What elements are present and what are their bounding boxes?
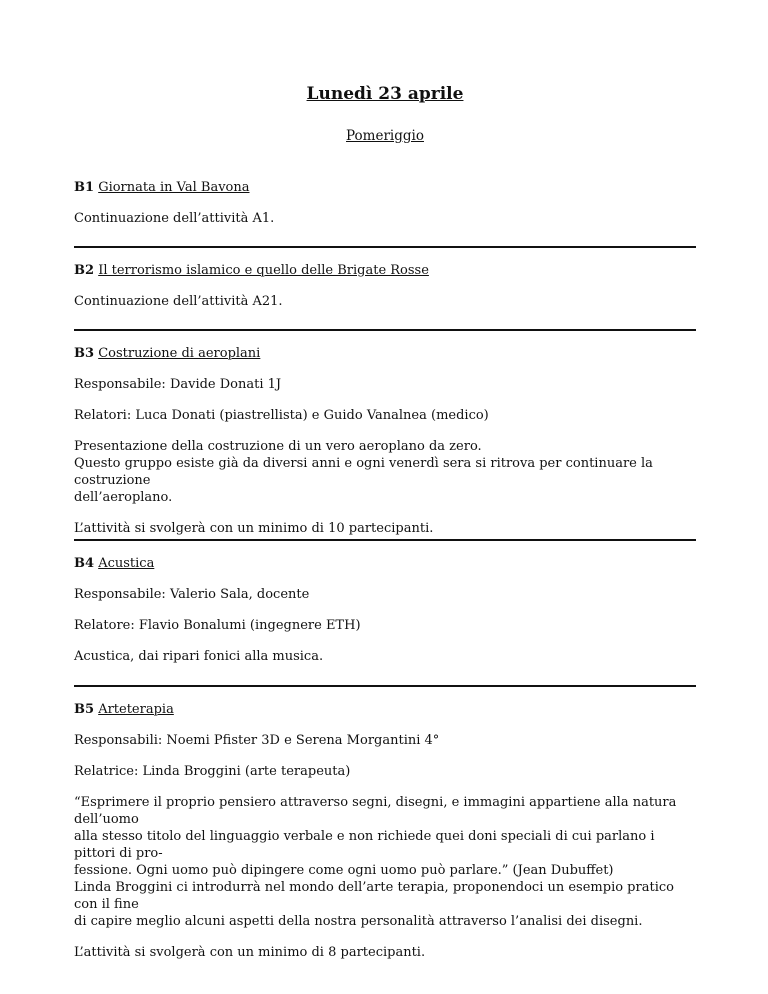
- activity-title: Costruzione di aeroplani: [98, 346, 261, 361]
- activity-b1: [74, 179, 696, 241]
- activity-minimum: L’attività si svolgerà con un minimo di 8 partecipanti.: [74, 945, 426, 960]
- section-divider: [74, 539, 696, 541]
- quote-line: alla stesso titolo del linguaggio verbale e non richiede quei doni speciali di cui parlano i pittori di pro-: [74, 829, 655, 861]
- activity-heading: [74, 179, 696, 196]
- activity-code: B1: [74, 180, 95, 195]
- section-divider: [74, 246, 696, 248]
- activity-heading: [74, 555, 696, 572]
- activity-minimum: L’attività si svolgerà con un minimo di 10 partecipanti.: [74, 521, 434, 536]
- quote-line: “Esprimere il proprio pensiero attraverso segni, disegni, e immagini appartiene alla natura dell’uomo: [74, 795, 677, 827]
- activity-responsabile: Responsabile: Valerio Sala, docente: [74, 587, 310, 602]
- section-divider: [74, 685, 696, 687]
- activity-responsabile: Responsabile: Davide Donati 1J: [74, 377, 282, 392]
- activity-code: B5: [74, 702, 95, 717]
- activity-title: Il terrorismo islamico e quello delle Brigate Rosse: [98, 263, 429, 278]
- activity-b5: [74, 701, 696, 975]
- section-divider: [74, 329, 696, 331]
- activity-quote: [74, 794, 696, 930]
- activity-title: Giornata in Val Bavona: [98, 180, 250, 195]
- activity-text: Continuazione dell’attività A1.: [74, 211, 275, 226]
- description-line: dell’aeroplano.: [74, 490, 173, 505]
- activity-b4: [74, 555, 696, 679]
- description-line: Questo gruppo esiste già da diversi anni e ogni venerdì sera si ritrova per continuare la costruzione: [74, 456, 653, 488]
- activity-code: B4: [74, 556, 95, 571]
- document-page: [74, 0, 696, 994]
- activity-heading: [74, 701, 696, 718]
- activity-b2: [74, 262, 696, 324]
- activity-code: B3: [74, 346, 95, 361]
- activity-heading: [74, 262, 696, 279]
- activity-responsabili: Responsabili: Noemi Pfister 3D e Serena Morgantini 4°: [74, 733, 440, 748]
- activity-text: Continuazione dell’attività A21.: [74, 294, 283, 309]
- activity-relatrice: Relatrice: Linda Broggini (arte terapeuta): [74, 764, 351, 779]
- activity-code: B2: [74, 263, 95, 278]
- description-line: Presentazione della costruzione di un vero aeroplano da zero.: [74, 439, 482, 454]
- quote-line: di capire meglio alcuni aspetti della nostra personalità attraverso l’analisi dei disegni.: [74, 914, 643, 929]
- quote-line: fessione. Ogni uomo può dipingere come ogni uomo può parlare.” (Jean Dubuffet): [74, 863, 614, 878]
- activity-relatori: Relatori: Luca Donati (piastrellista) e Guido Vanalnea (medico): [74, 408, 489, 423]
- period-title: Pomeriggio: [346, 128, 424, 144]
- activity-heading: [74, 345, 696, 362]
- activity-b3: [74, 345, 696, 551]
- activity-relatore: Relatore: Flavio Bonalumi (ingegnere ETH): [74, 618, 361, 633]
- quote-line: Linda Broggini ci introdurrà nel mondo dell’arte terapia, proponendoci un esempio pratico con il fine: [74, 880, 674, 912]
- activity-title: Acustica: [98, 556, 155, 571]
- activity-description: [74, 438, 696, 506]
- activity-title: Arteterapia: [98, 702, 174, 717]
- activity-description: Acustica, dai ripari fonici alla musica.: [74, 649, 324, 664]
- day-title: Lunedì 23 aprile: [306, 84, 464, 104]
